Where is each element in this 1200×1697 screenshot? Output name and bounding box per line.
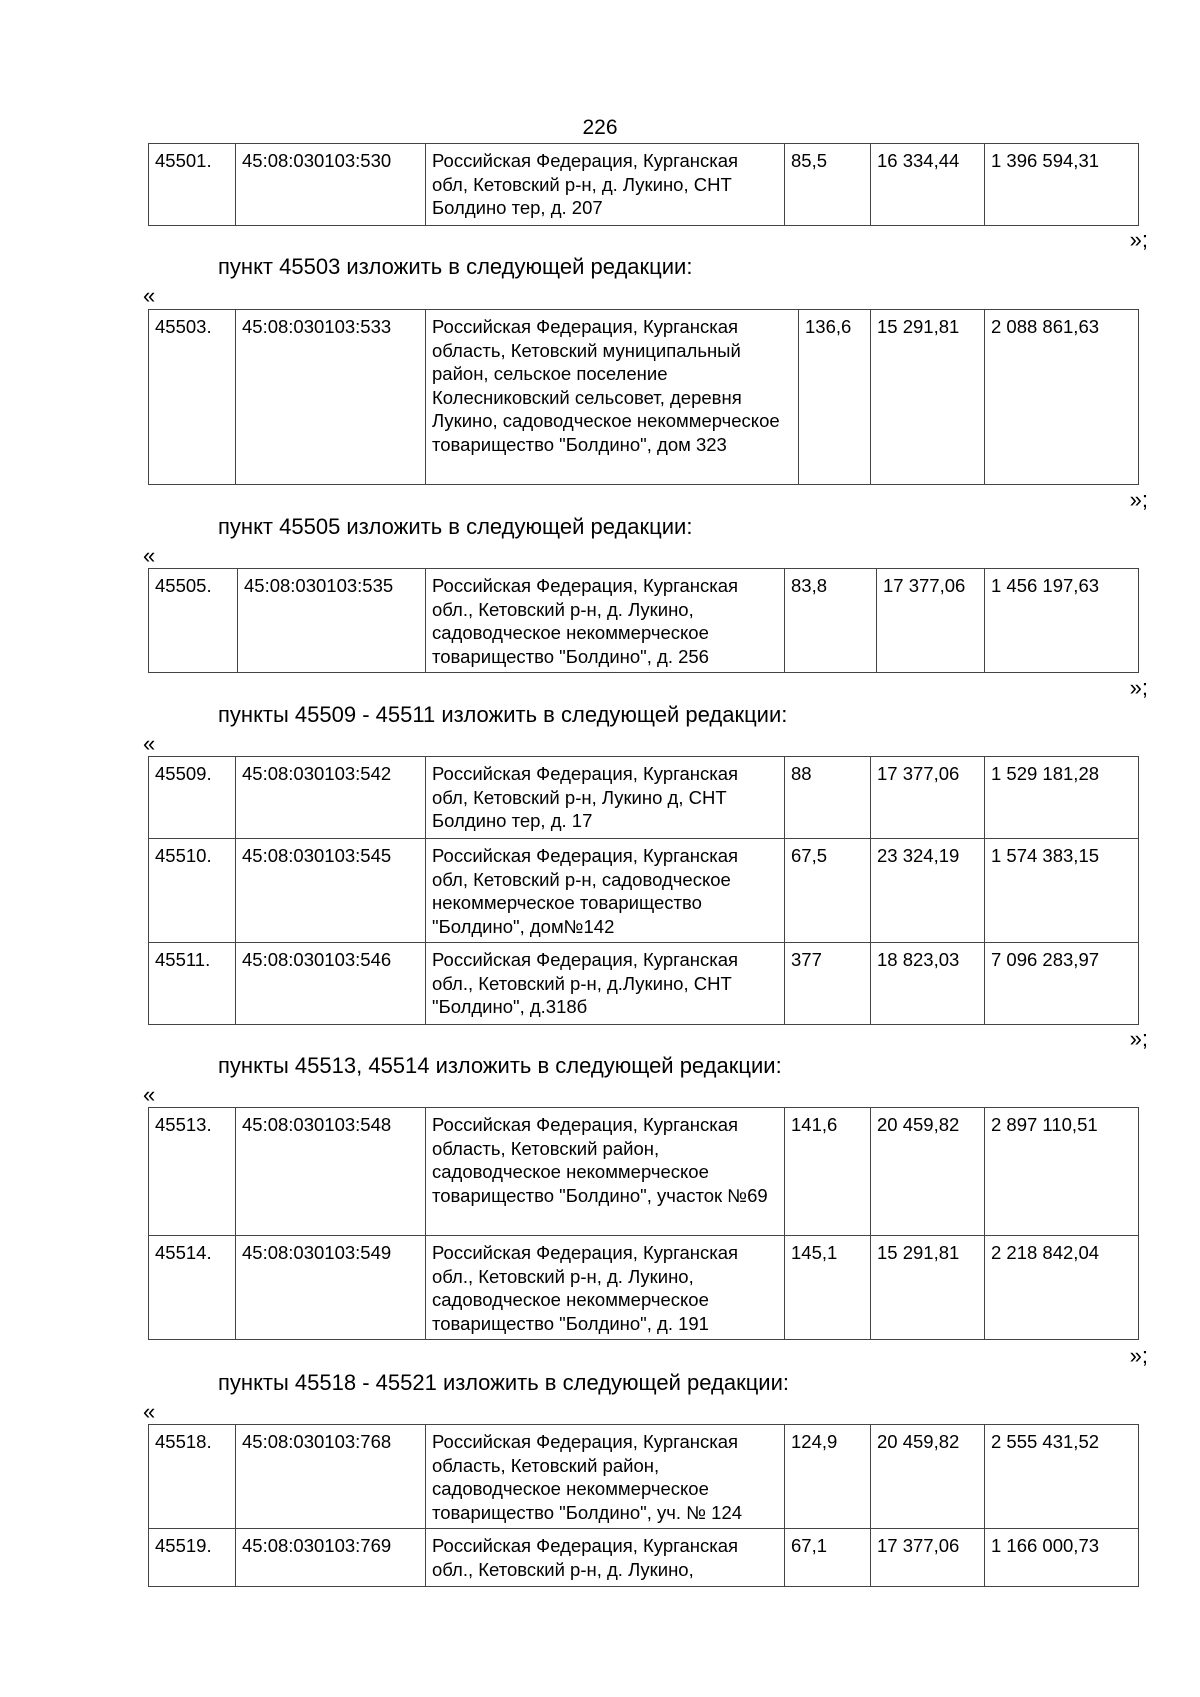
cadastral-value: 1 456 197,63 xyxy=(985,569,1139,673)
cadastral-number: 45:08:030103:768 xyxy=(236,1425,426,1529)
property-address: Российская Федерация, Курганская область, Кетовский район, садоводческое некоммерческое товарищество "Болдино", участок №69 xyxy=(426,1108,785,1236)
property-table xyxy=(148,756,1139,1025)
property-table xyxy=(148,1107,1139,1340)
cadastral-value: 1 574 383,15 xyxy=(985,839,1139,943)
property-area: 67,1 xyxy=(785,1529,871,1587)
row-number: 45514. xyxy=(149,1236,236,1340)
cadastral-number: 45:08:030103:769 xyxy=(236,1529,426,1587)
cadastral-number: 45:08:030103:546 xyxy=(236,943,426,1025)
amendment-instruction: пункты 45513, 45514 изложить в следующей редакции: xyxy=(218,1053,782,1078)
unit-value: 15 291,81 xyxy=(871,1236,985,1340)
table-row xyxy=(149,1425,1139,1529)
property-area: 377 xyxy=(785,943,871,1025)
property-table xyxy=(148,309,1139,485)
property-table xyxy=(148,568,1139,673)
property-address: Российская Федерация, Курганская область, Кетовский муниципальный район, сельское поселение Колесниковский сельсовет, деревня Лукино, садоводческое некоммерческое товарищество "Болдино", дом 323 xyxy=(426,310,799,485)
cadastral-value: 1 529 181,28 xyxy=(985,757,1139,839)
property-address: Российская Федерация, Курганская обл., Кетовский р-н, д. Лукино, садоводческое некоммерческое товарищество "Болдино", д. 191 xyxy=(426,1236,785,1340)
row-number: 45510. xyxy=(149,839,236,943)
property-address: Российская Федерация, Курганская обл, Кетовский р-н, Лукино д, СНТ Болдино тер, д. 17 xyxy=(426,757,785,839)
unit-value: 16 334,44 xyxy=(871,144,985,226)
table-row xyxy=(149,310,1139,485)
opening-quote: « xyxy=(143,1399,156,1424)
cadastral-value: 2 897 110,51 xyxy=(985,1108,1139,1236)
table-row xyxy=(149,757,1139,839)
property-table xyxy=(148,1424,1139,1587)
property-table xyxy=(148,143,1139,226)
property-area: 67,5 xyxy=(785,839,871,943)
opening-quote: « xyxy=(143,543,156,568)
page-number: 226 xyxy=(582,116,618,139)
cadastral-number: 45:08:030103:548 xyxy=(236,1108,426,1236)
property-area: 141,6 xyxy=(785,1108,871,1236)
property-area: 85,5 xyxy=(785,144,871,226)
row-number: 45513. xyxy=(149,1108,236,1236)
cadastral-number: 45:08:030103:549 xyxy=(236,1236,426,1340)
property-address: Российская Федерация, Курганская обл, Кетовский р-н, д. Лукино, СНТ Болдино тер, д. 207 xyxy=(426,144,785,226)
unit-value: 15 291,81 xyxy=(871,310,985,485)
table-row xyxy=(149,144,1139,226)
amendment-instruction: пункты 45509 - 45511 изложить в следующей редакции: xyxy=(218,702,788,727)
amendment-instruction: пункт 45503 изложить в следующей редакции: xyxy=(218,254,693,279)
unit-value: 20 459,82 xyxy=(871,1425,985,1529)
unit-value: 23 324,19 xyxy=(871,839,985,943)
row-number: 45518. xyxy=(149,1425,236,1529)
amendment-instruction: пункты 45518 - 45521 изложить в следующей редакции: xyxy=(218,1370,790,1395)
unit-value: 17 377,06 xyxy=(871,1529,985,1587)
unit-value: 18 823,03 xyxy=(871,943,985,1025)
cadastral-number: 45:08:030103:535 xyxy=(238,569,426,673)
row-number: 45501. xyxy=(149,144,236,226)
property-area: 145,1 xyxy=(785,1236,871,1340)
closing-quote: »; xyxy=(1129,1343,1148,1368)
table-row xyxy=(149,1529,1139,1587)
closing-quote: »; xyxy=(1129,675,1148,700)
row-number: 45519. xyxy=(149,1529,236,1587)
property-address: Российская Федерация, Курганская обл., Кетовский р-н, д. Лукино, садоводческое некоммерческое товарищество "Болдино", д. 256 xyxy=(426,569,785,673)
table-row xyxy=(149,839,1139,943)
property-area: 136,6 xyxy=(799,310,871,485)
row-number: 45509. xyxy=(149,757,236,839)
row-number: 45511. xyxy=(149,943,236,1025)
property-address: Российская Федерация, Курганская обл., Кетовский р-н, д. Лукино, xyxy=(426,1529,785,1587)
property-address: Российская Федерация, Курганская область, Кетовский район, садоводческое некоммерческое товарищество "Болдино", уч. № 124 xyxy=(426,1425,785,1529)
cadastral-value: 2 088 861,63 xyxy=(985,310,1139,485)
cadastral-value: 7 096 283,97 xyxy=(985,943,1139,1025)
unit-value: 17 377,06 xyxy=(877,569,985,673)
cadastral-value: 2 218 842,04 xyxy=(985,1236,1139,1340)
table-row xyxy=(149,943,1139,1025)
property-area: 83,8 xyxy=(785,569,877,673)
table-row xyxy=(149,1108,1139,1236)
opening-quote: « xyxy=(143,731,156,756)
opening-quote: « xyxy=(143,1082,156,1107)
cadastral-value: 2 555 431,52 xyxy=(985,1425,1139,1529)
property-area: 124,9 xyxy=(785,1425,871,1529)
cadastral-number: 45:08:030103:542 xyxy=(236,757,426,839)
property-area: 88 xyxy=(785,757,871,839)
amendment-instruction: пункт 45505 изложить в следующей редакции: xyxy=(218,514,693,539)
table-row xyxy=(149,569,1139,673)
row-number: 45505. xyxy=(149,569,238,673)
cadastral-number: 45:08:030103:530 xyxy=(236,144,426,226)
closing-quote: »; xyxy=(1129,1026,1148,1051)
row-number: 45503. xyxy=(149,310,236,485)
closing-quote: »; xyxy=(1129,227,1148,252)
cadastral-value: 1 166 000,73 xyxy=(985,1529,1139,1587)
closing-quote: »; xyxy=(1129,487,1148,512)
unit-value: 17 377,06 xyxy=(871,757,985,839)
cadastral-number: 45:08:030103:545 xyxy=(236,839,426,943)
cadastral-value: 1 396 594,31 xyxy=(985,144,1139,226)
unit-value: 20 459,82 xyxy=(871,1108,985,1236)
property-address: Российская Федерация, Курганская обл., Кетовский р-н, д.Лукино, СНТ "Болдино", д.318б xyxy=(426,943,785,1025)
property-address: Российская Федерация, Курганская обл, Кетовский р-н, садоводческое некоммерческое товарищество "Болдино", дом№142 xyxy=(426,839,785,943)
table-row xyxy=(149,1236,1139,1340)
cadastral-number: 45:08:030103:533 xyxy=(236,310,426,485)
opening-quote: « xyxy=(143,283,156,308)
